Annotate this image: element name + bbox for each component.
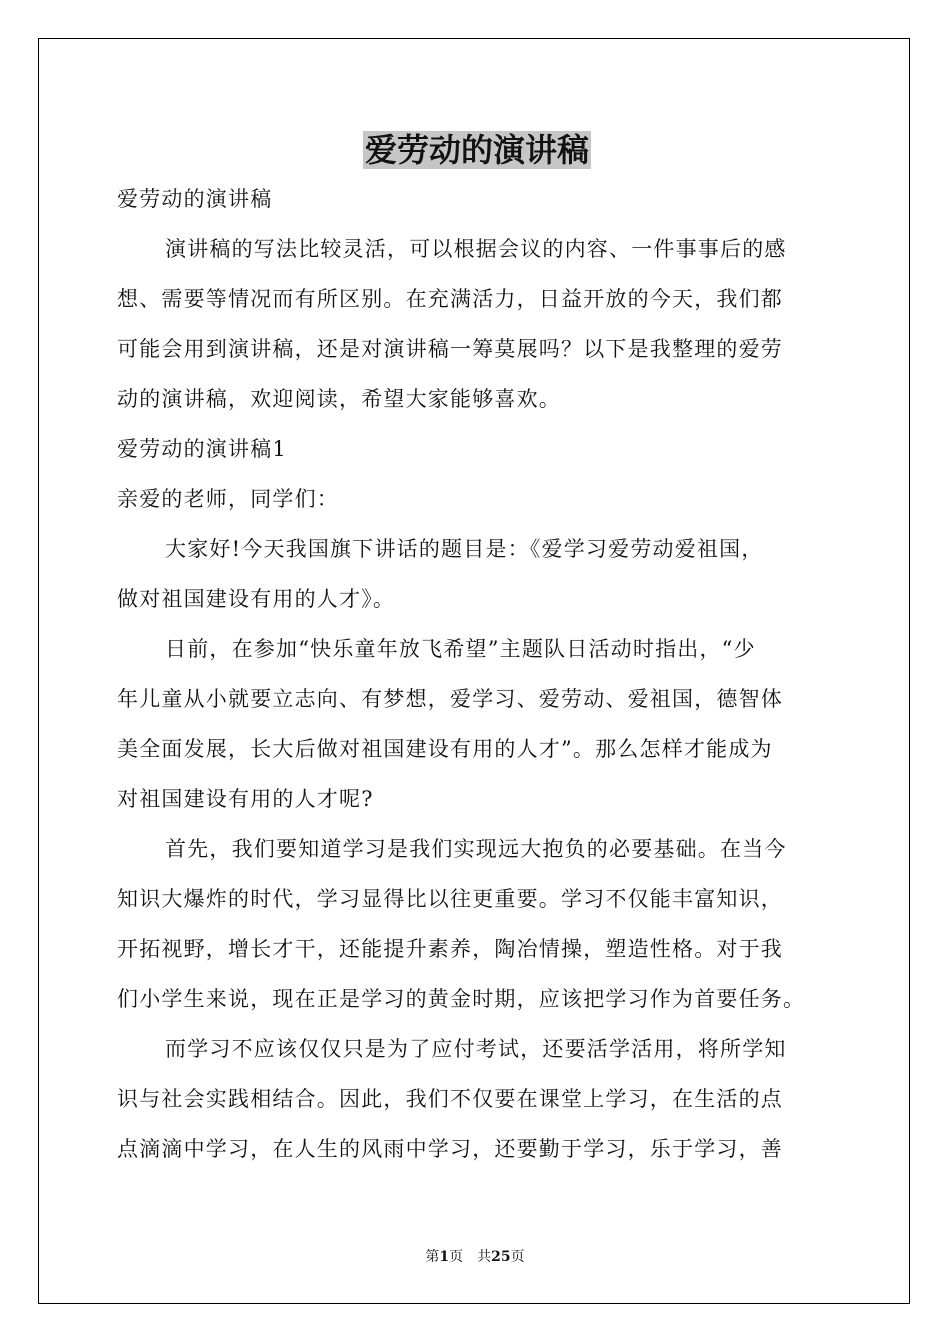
paragraph-line: 演讲稿的写法比较灵活，可以根据会议的内容、一件事事后的感: [165, 237, 787, 261]
document-title-text: 爱劳动的演讲稿: [364, 131, 589, 169]
footer-total-pages: 25: [491, 1249, 511, 1265]
paragraph-line: 想、需要等情况而有所区别。在充满活力，日益开放的今天，我们都: [117, 287, 783, 311]
document-title: [117, 128, 837, 172]
paragraph-line: 可能会用到演讲稿，还是对演讲稿一筹莫展吗？以下是我整理的爱劳: [117, 337, 783, 361]
paragraph-line: 大家好!今天我国旗下讲话的题目是：《爱学习爱劳动爱祖国，: [165, 537, 764, 561]
paragraph-line: 日前，在参加“快乐童年放飞希望”主题队日活动时指出，“少: [165, 637, 756, 661]
paragraph-line: 动的演讲稿，欢迎阅读，希望大家能够喜欢。: [117, 387, 561, 411]
paragraph-line: 对祖国建设有用的人才呢?: [117, 787, 374, 811]
salutation: 亲爱的老师，同学们：: [117, 487, 339, 511]
paragraph-line: 而学习不应该仅仅只是为了应付考试，还要活学活用，将所学知: [165, 1037, 787, 1061]
page-footer: [0, 1246, 950, 1266]
paragraph-line: 美全面发展，长大后做对祖国建设有用的人才”。那么怎样才能成为: [117, 737, 773, 761]
paragraph-line: 点滴滴中学习，在人生的风雨中学习，还要勤于学习，乐于学习，善: [117, 1137, 783, 1161]
footer-suffix: 页: [510, 1249, 525, 1265]
paragraph-line: 年儿童从小就要立志向、有梦想，爱学习、爱劳动、爱祖国，德智体: [117, 687, 783, 711]
footer-prefix: 第: [425, 1249, 440, 1265]
paragraph-line: 首先，我们要知道学习是我们实现远大抱负的必要基础。在当今: [165, 837, 787, 861]
footer-mid: 页 共: [449, 1249, 492, 1265]
paragraph-line: 知识大爆炸的时代，学习显得比以往更重要。学习不仅能丰富知识，: [117, 887, 783, 911]
paragraph-line: 做对祖国建设有用的人才》。: [117, 587, 396, 611]
paragraph-line: 们小学生来说，现在正是学习的黄金时期，应该把学习作为首要任务。: [117, 987, 806, 1011]
page-frame: [38, 38, 910, 1304]
paragraph-line: 识与社会实践相结合。因此，我们不仅要在课堂上学习，在生活的点: [117, 1087, 783, 1111]
footer-page-number: 1: [439, 1249, 450, 1265]
subtitle-line: 爱劳动的演讲稿: [117, 187, 273, 211]
paragraph-line: 开拓视野，增长才干，还能提升素养，陶冶情操，塑造性格。对于我: [117, 937, 783, 961]
section-heading: 爱劳动的演讲稿1: [117, 437, 287, 461]
